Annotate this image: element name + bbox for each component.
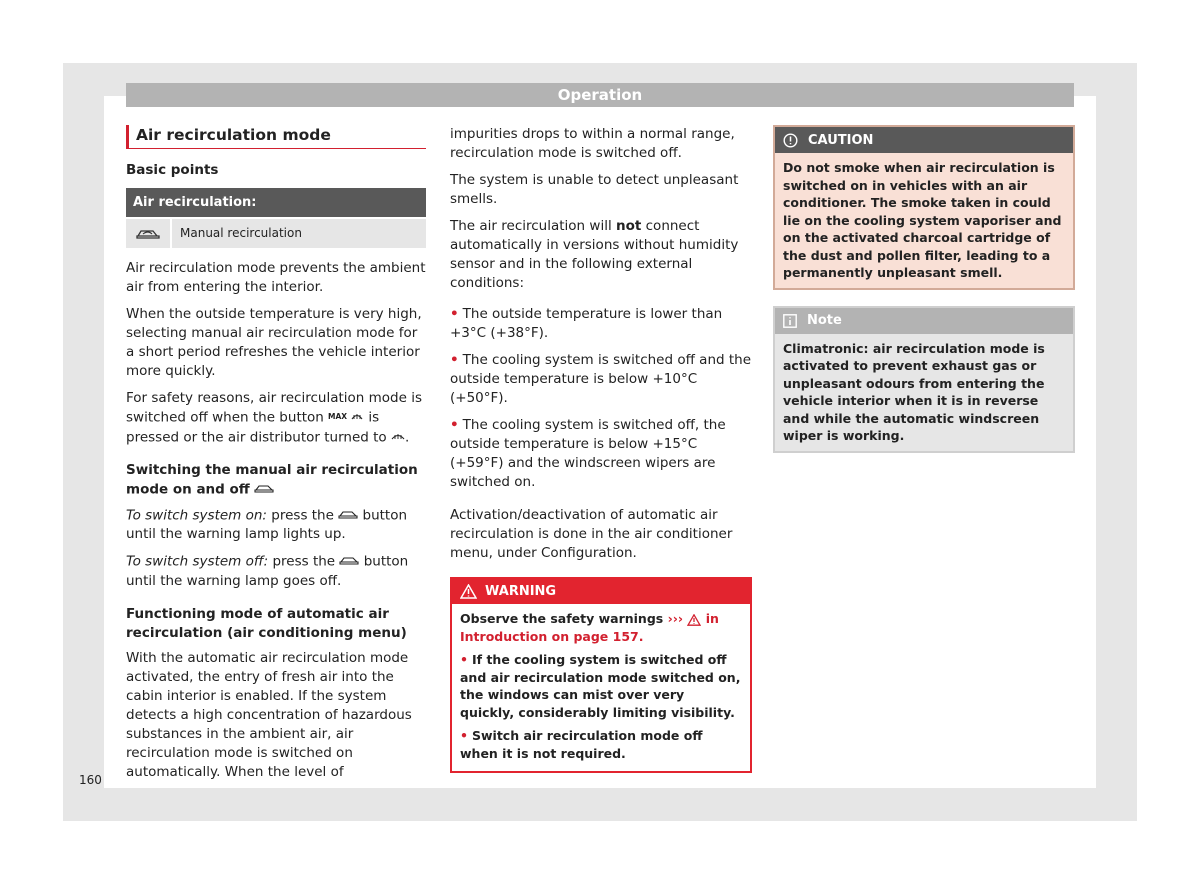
car-recirculation-icon — [338, 506, 358, 525]
paragraph: For safety reasons, air recirculation mode is switched off when the button MAX is pressed or the air distributor turned to . — [126, 390, 422, 445]
caution-box — [773, 125, 1075, 290]
list-item: • Switch air recirculation mode off when it is not required. — [460, 727, 742, 762]
right-column — [773, 125, 1075, 453]
caution-circle-icon — [783, 133, 798, 148]
note-body: Climatronic: air recirculation mode is activated to prevent exhaust gas or unpleasant odours from entering the vehicle interior when it is in reverse and while the automatic windscreen wiper is working. — [783, 340, 1045, 443]
switching-heading: Switching the manual air recirculation mode on and off — [126, 462, 418, 498]
automatic-mode-heading: Functioning mode of automatic air recirculation (air conditioning menu) — [126, 605, 407, 641]
introduction-link[interactable]: in Introduction on page 157. — [460, 611, 719, 644]
left-column — [126, 125, 426, 790]
note-header: Note — [775, 308, 1073, 334]
middle-column — [450, 125, 752, 773]
car-recirculation-icon — [254, 480, 274, 499]
info-icon — [783, 314, 797, 328]
warning-triangle-icon — [460, 584, 477, 599]
car-recirculation-icon — [339, 552, 359, 571]
warning-intro: Observe the safety warnings ››› in Introduction on page 157. — [460, 611, 719, 644]
list-item: • If the cooling system is switched off and air recirculation mode switched on, the windows can mist over very quickly, considerably limiting visibility. — [460, 651, 742, 721]
car-recirculation-icon — [126, 219, 172, 248]
warning-header: WARNING — [452, 579, 750, 604]
warning-triangle-icon — [687, 614, 701, 626]
list-item: • The outside temperature is lower than +3°C (+38°F). — [450, 305, 752, 343]
chapter-header: Operation — [126, 83, 1074, 107]
table-row-label: Manual recirculation — [180, 226, 302, 240]
defrost-icon — [391, 428, 405, 447]
paragraph: Air recirculation mode prevents the ambient air from entering the interior. — [126, 260, 426, 295]
paragraph: With the automatic air recirculation mode activated, the entry of fresh air into the cabin interior is enabled. If the system detects a high concentration of hazardous substances in the ambient air, air recirculation mode is switched on automatically. When the level of — [126, 649, 412, 780]
table-header: Air recirculation: — [126, 188, 426, 217]
caution-body: Do not smoke when air recirculation is switched on in vehicles with an air conditioner. The smoke taken in could lie on the cooling system vaporiser and on the activated charcoal cartridge of the dust and pollen filter, leading to a permanently unpleasant smell. — [783, 160, 1062, 280]
list-item: • The cooling system is switched off and the outside temperature is below +10°C (+50°F). — [450, 351, 752, 408]
paragraph: To switch system off: press the button until the warning lamp goes off. — [126, 553, 409, 589]
warning-box — [450, 577, 752, 773]
table-row — [126, 217, 426, 248]
paragraph: To switch system on: press the button until the warning lamp lights up. — [126, 507, 408, 542]
note-box — [773, 306, 1075, 453]
basic-points-heading: Basic points — [126, 162, 219, 178]
paragraph: Activation/deactivation of automatic air recirculation is done in the air conditioner menu, under Configuration. — [450, 507, 733, 561]
caution-header: CAUTION — [775, 127, 1073, 153]
paragraph: The air recirculation will not connect automatically in versions without humidity sensor and in the following external conditions: — [450, 218, 739, 291]
paragraph: impurities drops to within a normal range, recirculation mode is switched off. — [450, 126, 735, 161]
warning-body — [452, 604, 750, 771]
page-number: 160 — [79, 773, 102, 787]
paragraph: The system is unable to detect unpleasant smells. — [450, 172, 739, 207]
section-title: Air recirculation mode — [126, 125, 426, 149]
paragraph: When the outside temperature is very high, selecting manual air recirculation mode for a short period refreshes the vehicle interior more quickly. — [126, 306, 422, 379]
list-item: • The cooling system is switched off, the outside temperature is below +15°C (+59°F) and the windscreen wipers are switched on. — [450, 416, 752, 492]
max-defrost-icon — [328, 408, 364, 427]
svg-text:MAX: MAX — [328, 412, 348, 421]
